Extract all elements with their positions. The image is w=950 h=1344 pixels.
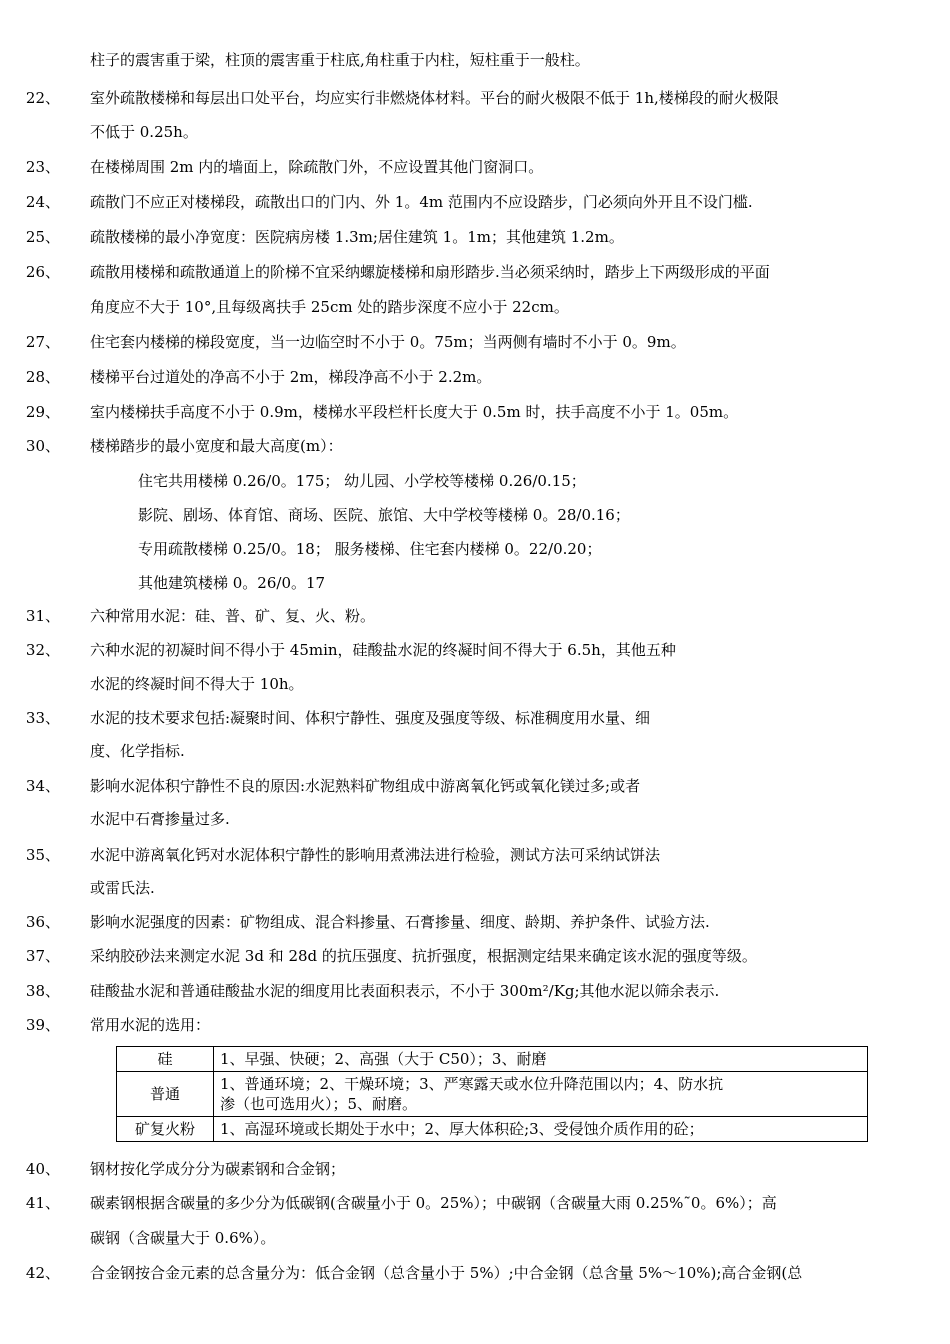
line-text: 或雷氏法. xyxy=(90,879,155,897)
line-text: 住宅共用楼梯 0.26/0。175； 幼儿园、小学校等楼梯 0.26/0.15； xyxy=(138,472,586,490)
item-number: 25、 xyxy=(25,228,60,246)
item-number: 26、 xyxy=(25,263,60,281)
line-text: 水泥中石膏掺量过多. xyxy=(90,810,230,828)
item-text: 室外疏散楼梯和每层出口处平台，均应实行非燃烧体材料。平台的耐火极限不低于 1h,楼梯段的耐火极限 xyxy=(90,89,779,107)
line-text: 其他建筑楼梯 0。26/0。17 xyxy=(138,574,326,592)
table-row xyxy=(117,1047,868,1072)
item-number: 37、 xyxy=(25,947,60,965)
table-cell-usage: 1、早强、快硬；2、高强（大于 C50）；3、耐磨 xyxy=(214,1047,868,1072)
usage-line: 渗（也可选用火）；5、耐磨。 xyxy=(220,1095,418,1113)
line-text: 专用疏散楼梯 0.25/0。18； 服务楼梯、住宅套内楼梯 0。22/0.20； xyxy=(138,540,602,558)
item-number: 36、 xyxy=(25,913,60,931)
item-text: 疏散用楼梯和疏散通道上的阶梯不宜采纳螺旋楼梯和扇形踏步.当必须采纳时，踏步上下两级形成的平面 xyxy=(90,263,770,281)
item-text: 常用水泥的选用： xyxy=(90,1016,211,1034)
line-text: 角度应不大于 10°,且每级离扶手 25cm 处的踏步深度不应小于 22cm。 xyxy=(90,298,569,316)
line-text: 柱子的震害重于梁，柱顶的震害重于柱底,角柱重于内柱，短柱重于一般柱。 xyxy=(90,51,590,69)
item-text: 疏散楼梯的最小净宽度：医院病房楼 1.3m;居住建筑 1。1m；其他建筑 1.2m。 xyxy=(90,228,624,246)
item-number: 31、 xyxy=(25,607,60,625)
item-number: 35、 xyxy=(25,846,60,864)
cement-selection-table xyxy=(116,1046,868,1142)
item-text: 采纳胶砂法来测定水泥 3d 和 28d 的抗压强度、抗折强度，根据测定结果来确定该水泥的强度等级。 xyxy=(90,947,757,965)
item-number: 40、 xyxy=(25,1160,60,1178)
item-text: 合金钢按合金元素的总含量分为：低合金钢（总含量小于 5%）;中合金钢（总含量 5%～10%);高合金钢(总 xyxy=(90,1264,803,1282)
item-number: 27、 xyxy=(25,333,60,351)
table-row xyxy=(117,1117,868,1142)
item-number: 22、 xyxy=(25,89,60,107)
item-number: 32、 xyxy=(25,641,60,659)
item-number: 23、 xyxy=(25,158,60,176)
item-text: 楼梯平台过道处的净高不小于 2m，梯段净高不小于 2.2m。 xyxy=(90,368,492,386)
item-number: 41、 xyxy=(25,1194,60,1212)
line-text: 不低于 0.25h。 xyxy=(90,123,198,141)
table-cell-type: 普通 xyxy=(117,1072,214,1117)
item-text: 在楼梯周围 2m 内的墙面上，除疏散门外，不应设置其他门窗洞口。 xyxy=(90,158,544,176)
item-number: 33、 xyxy=(25,709,60,727)
line-text: 度、化学指标. xyxy=(90,742,185,760)
line-text: 水泥的终凝时间不得大于 10h。 xyxy=(90,675,304,693)
item-text: 硅酸盐水泥和普通硅酸盐水泥的细度用比表面积表示，不小于 300m²/Kg;其他水泥以筛余表示. xyxy=(90,982,720,1000)
item-number: 24、 xyxy=(25,193,60,211)
item-text: 六种水泥的初凝时间不得小于 45min，硅酸盐水泥的终凝时间不得大于 6.5h，其他五种 xyxy=(90,641,676,659)
item-number: 34、 xyxy=(25,777,60,795)
table-cell-usage: 1、高湿环境或长期处于水中；2、厚大体积砼;3、受侵蚀介质作用的砼； xyxy=(214,1117,868,1142)
item-text: 钢材按化学成分分为碳素钢和合金钢； xyxy=(90,1160,346,1178)
usage-line: 1、普通环境；2、干燥环境；3、严寒露天或水位升降范围以内；4、防水抗 xyxy=(220,1075,724,1093)
item-text: 住宅套内楼梯的梯段宽度，当一边临空时不小于 0。75m；当两侧有墙时不小于 0。9m。 xyxy=(90,333,686,351)
item-text: 六种常用水泥：硅、普、矿、复、火、粉。 xyxy=(90,607,376,625)
item-number: 38、 xyxy=(25,982,60,1000)
table-row xyxy=(117,1072,868,1117)
item-number: 29、 xyxy=(25,403,60,421)
item-text: 疏散门不应正对楼梯段，疏散出口的门内、外 1。4m 范围内不应设踏步，门必须向外开且不设门槛. xyxy=(90,193,753,211)
item-text: 碳素钢根据含碳量的多少分为低碳钢(含碳量小于 0。25%）；中碳钢（含碳量大雨 0.25%˜0。6%）；高 xyxy=(90,1194,777,1212)
line-text: 碳钢（含碳量大于 0.6%）。 xyxy=(90,1229,276,1247)
table-cell-usage xyxy=(214,1072,868,1117)
item-text: 水泥中游离氧化钙对水泥体积宁静性的影响用煮沸法进行检验，测试方法可采纳试饼法 xyxy=(90,846,661,864)
item-text: 影响水泥强度的因素：矿物组成、混合料掺量、石膏掺量、细度、龄期、养护条件、试验方法. xyxy=(90,913,710,931)
line-text: 影院、剧场、体育馆、商场、医院、旅馆、大中学校等楼梯 0。28/0.16； xyxy=(138,506,630,524)
item-text: 影响水泥体积宁静性不良的原因:水泥熟料矿物组成中游离氧化钙或氧化镁过多;或者 xyxy=(90,777,641,795)
item-number: 39、 xyxy=(25,1016,60,1034)
item-text: 室内楼梯扶手高度不小于 0.9m，楼梯水平段栏杆长度大于 0.5m 时，扶手高度不小于 1。05m。 xyxy=(90,403,739,421)
item-text: 楼梯踏步的最小宽度和最大高度(m）： xyxy=(90,437,343,455)
item-number: 28、 xyxy=(25,368,60,386)
item-number: 42、 xyxy=(25,1264,60,1282)
item-number: 30、 xyxy=(25,437,60,455)
table-cell-type: 硅 xyxy=(117,1047,214,1072)
table-cell-type: 矿复火粉 xyxy=(117,1117,214,1142)
item-text: 水泥的技术要求包括:凝聚时间、体积宁静性、强度及强度等级、标准稠度用水量、细 xyxy=(90,709,651,727)
